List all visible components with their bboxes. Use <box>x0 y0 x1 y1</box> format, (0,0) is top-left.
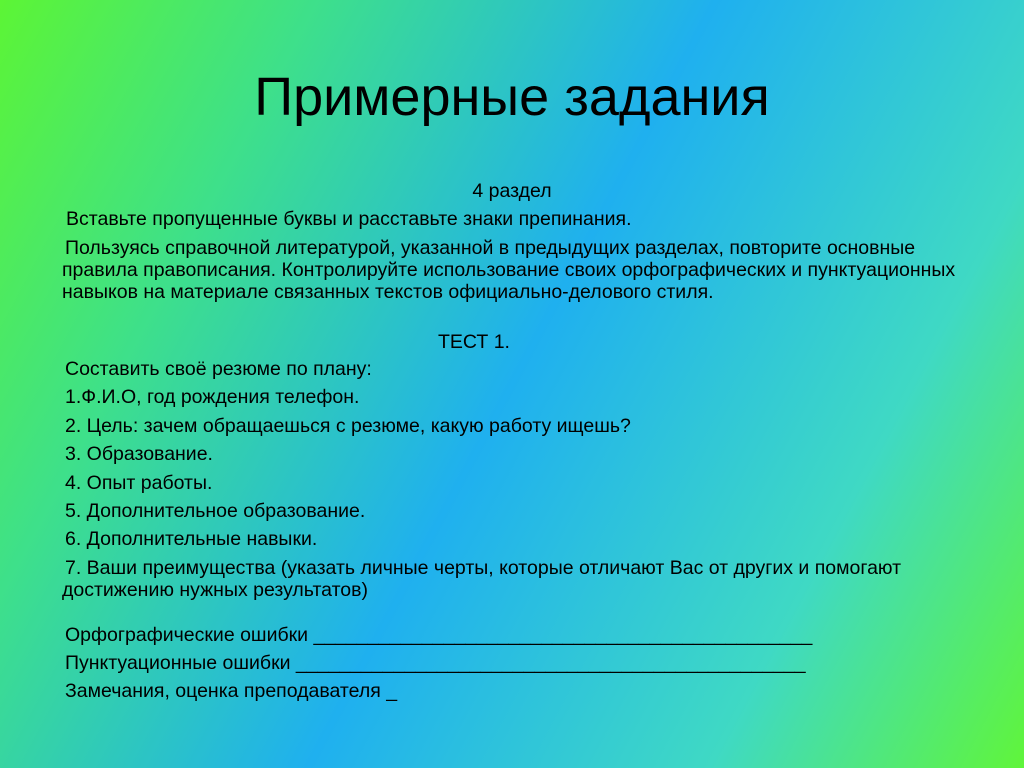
plan-item: 7. Ваши преимущества (указать личные черты, которые отличают Вас от других и помогают достижению нужных результатов) <box>62 556 902 601</box>
resume-plan <box>62 358 957 601</box>
instruction-text: Вставьте пропущенные буквы и расставьте знаки препинания. <box>66 208 632 230</box>
plan-item: 4. Опыт работы. <box>65 471 213 494</box>
teacher-notes-line: Замечания, оценка преподавателя _ <box>65 680 398 702</box>
section-label: 4 раздел <box>472 180 552 202</box>
plan-item: 3. Образование. <box>65 443 213 466</box>
plan-item: 6. Дополнительные навыки. <box>65 528 318 551</box>
test-heading: ТЕСТ 1. <box>438 331 510 353</box>
punctuation-errors-line: Пунктуационные ошибки _______________________________________________ <box>65 652 806 674</box>
slide-body <box>62 180 962 702</box>
plan-item: 1.Ф.И.О, год рождения телефон. <box>65 386 360 409</box>
spelling-errors-line: Орфографические ошибки ______________________________________________ <box>65 624 813 646</box>
plan-item: 2. Цель: зачем обращаешься с резюме, какую работу ищешь? <box>65 414 631 437</box>
plan-intro: Составить своё резюме по плану: <box>65 358 372 380</box>
plan-item: 5. Дополнительное образование. <box>65 499 366 522</box>
slide-title: Примерные задания <box>254 67 770 127</box>
grading-section <box>62 624 957 708</box>
instruction-paragraph: Пользуясь справочной литературой, указанной в предыдущих разделах, повторите основные правила правописания. Контролируйте использование своих орфографических и пунктуационных навыков на материале связанных текстов официально-делового стиля. <box>62 237 956 303</box>
